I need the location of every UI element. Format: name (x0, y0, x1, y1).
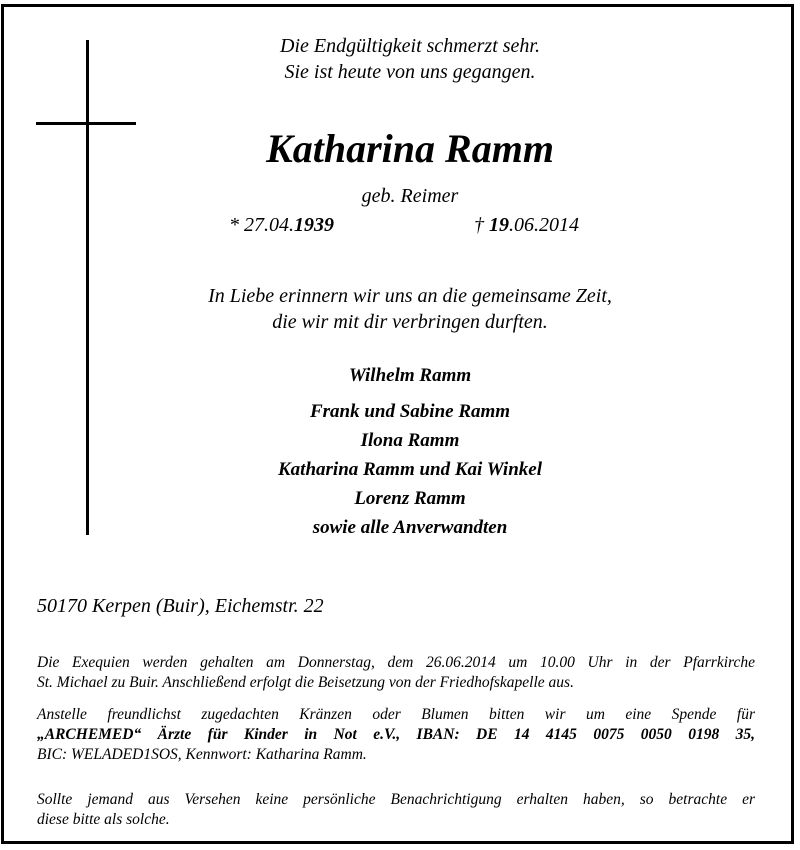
notice-line: Sollte jemand aus Versehen keine persönliche Benachrichtigung erhalten haben, so betrachte er (37, 791, 755, 808)
birth-symbol: * (229, 214, 239, 236)
death-day: 19 (489, 214, 509, 236)
deceased-name: Katharina Ramm (266, 126, 554, 171)
intro-text (100, 33, 720, 85)
death-date (474, 213, 579, 237)
intro-line: Sie ist heute von uns gegangen. (284, 61, 536, 83)
cross-icon (86, 40, 89, 535)
intro-line: Die Endgültigkeit schmerzt sehr. (280, 35, 540, 57)
mourner-item: Lorenz Ramm (354, 488, 466, 509)
funeral-line: St. Michael zu Buir. Anschließend erfolgt die Beisetzung von der Friedhofskapelle aus. (37, 674, 574, 691)
birth-year: 1939 (294, 214, 334, 236)
death-date-rest: .06.2014 (509, 214, 579, 236)
funeral-line: Die Exequien werden gehalten am Donnerstag, dem 26.06.2014 um 10.00 Uhr in der Pfarrkirche (37, 654, 755, 671)
birth-date (229, 213, 334, 237)
notice-info (37, 790, 755, 830)
mourner-first: Wilhelm Ramm (348, 365, 472, 386)
funeral-info (37, 653, 755, 693)
mourner-item: Katharina Ramm und Kai Winkel (278, 459, 542, 480)
maiden-name: geb. Reimer (361, 185, 459, 207)
mourner-item: sowie alle Anverwandten (312, 517, 508, 538)
donation-bic: BIC: WELADED1SOS, Kennwort: Katharina Ramm. (37, 746, 367, 763)
address: 50170 Kerpen (Buir), Eichemstr. 22 (37, 595, 324, 617)
notice-line: diese bitte als solche. (37, 811, 170, 828)
birth-date-day-month: 27.04. (244, 214, 294, 236)
memory-line: die wir mit dir verbringen durften. (272, 311, 548, 333)
memory-line: In Liebe erinnern wir uns an die gemeinsame Zeit, (208, 285, 612, 307)
mourner-item: Frank und Sabine Ramm (309, 401, 511, 422)
memory-text (100, 283, 720, 335)
donation-info (37, 705, 755, 765)
mourner-item: Ilona Ramm (360, 430, 460, 451)
donation-org: „ARCHEMED“ Ärzte für Kinder in Not e.V., IBAN: DE 14 4145 0075 0050 0198 35, (37, 726, 755, 743)
donation-intro: Anstelle freundlichst zugedachten Kränzen oder Blumen bitten wir um eine Spende für (37, 706, 755, 723)
mourner-list (100, 397, 720, 542)
death-symbol: † (474, 214, 484, 236)
